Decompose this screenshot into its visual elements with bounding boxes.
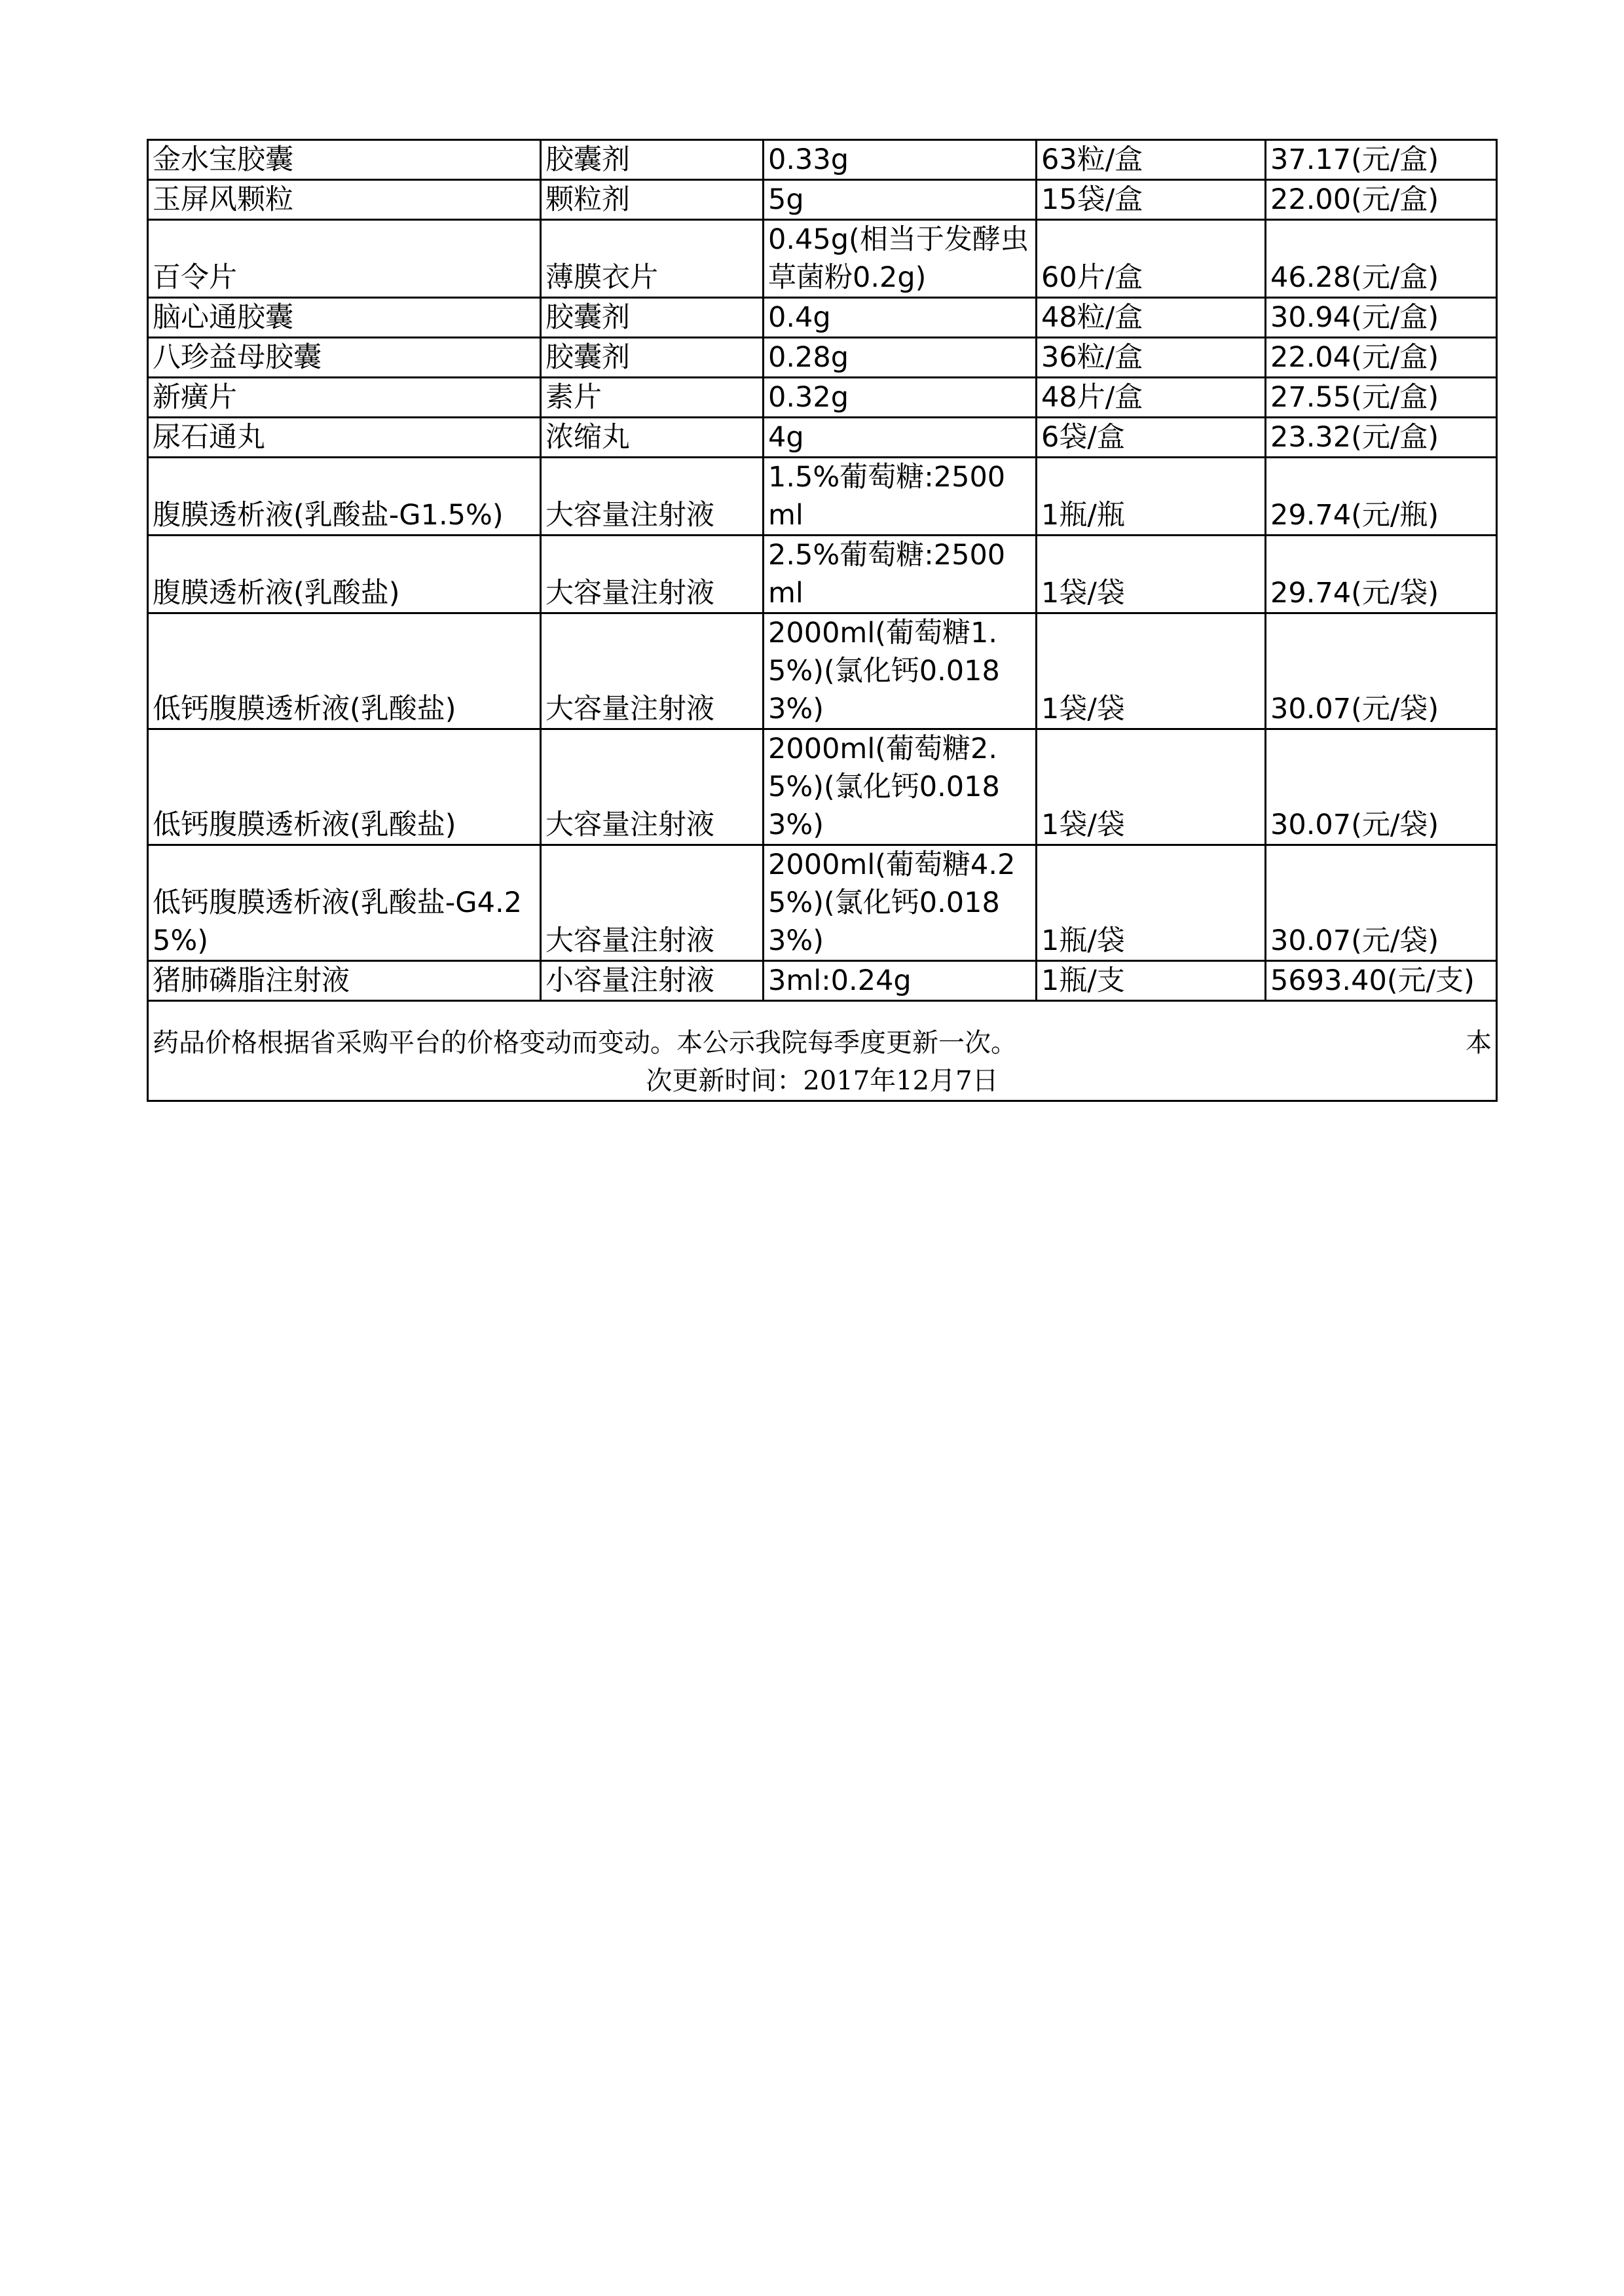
specification-cell: 0.33g — [764, 140, 1037, 180]
package-cell: 1袋/袋 — [1037, 729, 1266, 845]
table-row — [148, 418, 1497, 458]
drug-name-cell: 新癀片 — [148, 378, 541, 418]
package-cell: 6袋/盒 — [1037, 418, 1266, 458]
table-row — [148, 298, 1497, 338]
specification-cell: 2000ml(葡萄糖4.25%)(氯化钙0.0183%) — [764, 845, 1037, 961]
specification-cell: 0.4g — [764, 298, 1037, 338]
dosage-form-cell: 大容量注射液 — [541, 536, 764, 613]
drug-name-cell: 低钙腹膜透析液(乳酸盐) — [148, 729, 541, 845]
package-cell: 60片/盒 — [1037, 220, 1266, 298]
package-cell: 1袋/袋 — [1037, 613, 1266, 729]
dosage-form-cell: 浓缩丸 — [541, 418, 764, 458]
table-row — [148, 220, 1497, 298]
price-cell: 37.17(元/盒) — [1266, 140, 1497, 180]
drug-name-cell: 脑心通胶囊 — [148, 298, 541, 338]
drug-name-cell: 猪肺磷脂注射液 — [148, 961, 541, 1001]
price-cell: 46.28(元/盒) — [1266, 220, 1497, 298]
package-cell: 36粒/盒 — [1037, 338, 1266, 378]
drug-name-cell: 金水宝胶囊 — [148, 140, 541, 180]
drug-name-cell: 腹膜透析液(乳酸盐) — [148, 536, 541, 613]
drug-name-cell: 低钙腹膜透析液(乳酸盐-G4.25%) — [148, 845, 541, 961]
dosage-form-cell: 胶囊剂 — [541, 338, 764, 378]
specification-cell: 0.28g — [764, 338, 1037, 378]
footer-note-line1-end: 本 — [1466, 1028, 1492, 1058]
package-cell: 48片/盒 — [1037, 378, 1266, 418]
dosage-form-cell: 大容量注射液 — [541, 729, 764, 845]
drug-name-cell: 玉屏风颗粒 — [148, 180, 541, 220]
footer-note-line2: 次更新时间：2017年12月7日 — [646, 1066, 999, 1096]
drug-name-cell: 百令片 — [148, 220, 541, 298]
package-cell: 1袋/袋 — [1037, 536, 1266, 613]
specification-cell: 4g — [764, 418, 1037, 458]
specification-cell: 0.45g(相当于发酵虫草菌粉0.2g) — [764, 220, 1037, 298]
price-cell: 29.74(元/瓶) — [1266, 458, 1497, 536]
footer-note — [148, 1001, 1497, 1101]
price-cell: 23.32(元/盒) — [1266, 418, 1497, 458]
table-row — [148, 613, 1497, 729]
table-row — [148, 729, 1497, 845]
dosage-form-cell: 素片 — [541, 378, 764, 418]
price-cell: 30.07(元/袋) — [1266, 729, 1497, 845]
dosage-form-cell: 大容量注射液 — [541, 458, 764, 536]
dosage-form-cell: 胶囊剂 — [541, 298, 764, 338]
specification-cell: 1.5%葡萄糖:2500ml — [764, 458, 1037, 536]
specification-cell: 0.32g — [764, 378, 1037, 418]
footer-row — [148, 1001, 1497, 1101]
table-body — [148, 140, 1497, 1001]
table-row — [148, 536, 1497, 613]
table-row — [148, 338, 1497, 378]
specification-cell: 2000ml(葡萄糖1.5%)(氯化钙0.0183%) — [764, 613, 1037, 729]
drug-price-table — [147, 139, 1498, 1102]
package-cell: 1瓶/袋 — [1037, 845, 1266, 961]
table-row — [148, 140, 1497, 180]
dosage-form-cell: 胶囊剂 — [541, 140, 764, 180]
footer-note-line1: 药品价格根据省采购平台的价格变动而变动。本公示我院每季度更新一次。 — [153, 1028, 1017, 1058]
dosage-form-cell: 颗粒剂 — [541, 180, 764, 220]
specification-cell: 5g — [764, 180, 1037, 220]
price-cell: 30.07(元/袋) — [1266, 613, 1497, 729]
package-cell: 15袋/盒 — [1037, 180, 1266, 220]
table-row — [148, 180, 1497, 220]
dosage-form-cell: 小容量注射液 — [541, 961, 764, 1001]
table-row — [148, 961, 1497, 1001]
price-cell: 22.00(元/盒) — [1266, 180, 1497, 220]
specification-cell: 3ml:0.24g — [764, 961, 1037, 1001]
dosage-form-cell: 大容量注射液 — [541, 613, 764, 729]
specification-cell: 2000ml(葡萄糖2.5%)(氯化钙0.0183%) — [764, 729, 1037, 845]
price-cell: 22.04(元/盒) — [1266, 338, 1497, 378]
drug-name-cell: 腹膜透析液(乳酸盐-G1.5%) — [148, 458, 541, 536]
drug-name-cell: 尿石通丸 — [148, 418, 541, 458]
drug-name-cell: 低钙腹膜透析液(乳酸盐) — [148, 613, 541, 729]
package-cell: 1瓶/支 — [1037, 961, 1266, 1001]
table-row — [148, 458, 1497, 536]
price-cell: 30.07(元/袋) — [1266, 845, 1497, 961]
package-cell: 48粒/盒 — [1037, 298, 1266, 338]
price-cell: 5693.40(元/支) — [1266, 961, 1497, 1001]
package-cell: 63粒/盒 — [1037, 140, 1266, 180]
package-cell: 1瓶/瓶 — [1037, 458, 1266, 536]
price-cell: 29.74(元/袋) — [1266, 536, 1497, 613]
specification-cell: 2.5%葡萄糖:2500ml — [764, 536, 1037, 613]
table-row — [148, 378, 1497, 418]
dosage-form-cell: 薄膜衣片 — [541, 220, 764, 298]
table-row — [148, 845, 1497, 961]
price-cell: 27.55(元/盒) — [1266, 378, 1497, 418]
dosage-form-cell: 大容量注射液 — [541, 845, 764, 961]
drug-name-cell: 八珍益母胶囊 — [148, 338, 541, 378]
price-cell: 30.94(元/盒) — [1266, 298, 1497, 338]
